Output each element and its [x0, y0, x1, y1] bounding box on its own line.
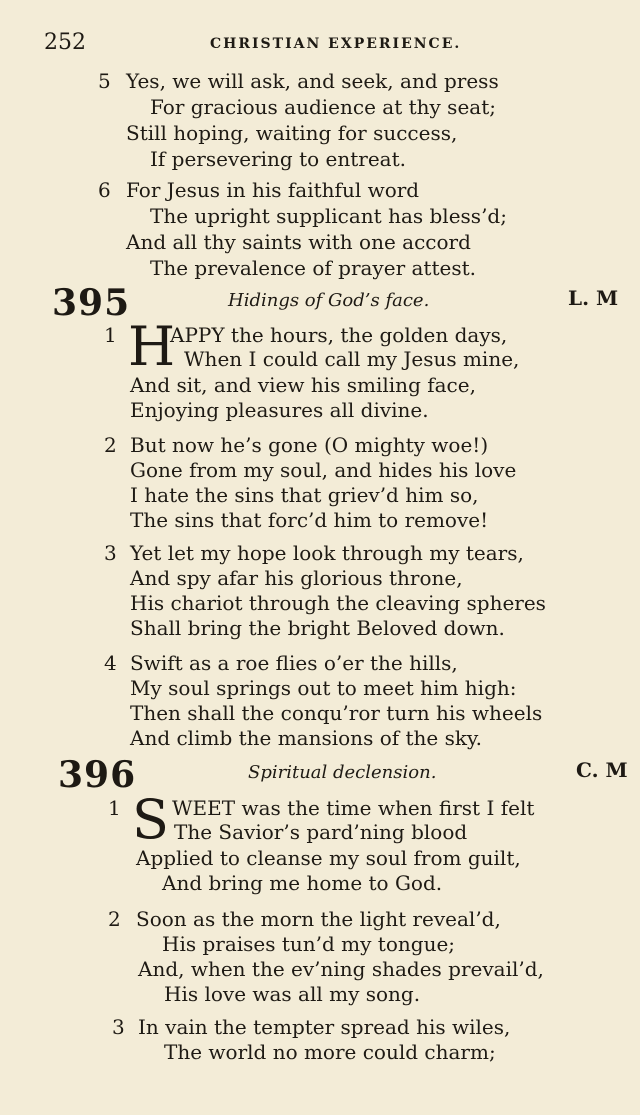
verse-line: His praises tun’d my tongue; [162, 932, 456, 956]
verse-line: And climb the mansions of the sky. [130, 726, 482, 750]
verse-line: His love was all my song. [164, 982, 421, 1006]
verse-line: The upright supplicant has bless’d; [150, 204, 507, 228]
verse-line: Shall bring the bright Beloved down. [130, 616, 505, 640]
stanza-number: 5 [98, 69, 111, 93]
verse-line: Yet let my hope look through my tears, [130, 541, 524, 565]
verse-line: And bring me home to God. [162, 871, 443, 895]
verse-line: And sit, and view his smiling face, [130, 373, 476, 397]
verse-line: Enjoying pleasures all divine. [130, 398, 429, 422]
verse-line: His chariot through the cleaving spheres [130, 591, 546, 615]
verse-line: Then shall the conqu’ror turn his wheels [130, 701, 543, 725]
verse-line: And, when the ev’ning shades prevail’d, [138, 957, 544, 981]
verse-line: The prevalence of prayer attest. [150, 256, 476, 280]
stanza-number: 2 [104, 433, 117, 457]
verse-line: Soon as the morn the light reveal’d, [136, 907, 501, 931]
verse-line: My soul springs out to meet him high: [130, 676, 517, 700]
page-header [44, 30, 604, 60]
verse-line: And all thy saints with one accord [126, 230, 471, 254]
verse-line: I hate the sins that griev’d him so, [130, 483, 479, 507]
drop-cap: S [132, 788, 169, 851]
stanza-number: 3 [104, 541, 117, 565]
hymn-meter: L. M [568, 286, 619, 310]
verse-line: The world no more could charm; [164, 1040, 496, 1064]
verse-line: And spy afar his glorious throne, [130, 566, 463, 590]
hymn-title: Hidings of God’s face. [228, 290, 430, 311]
stanza-number: 2 [108, 907, 121, 931]
hymn-title: Spiritual declension. [248, 762, 437, 783]
verse-line: Yes, we will ask, and seek, and press [126, 69, 499, 93]
verse-line: Gone from my soul, and hides his love [130, 458, 517, 482]
verse-line: APPY the hours, the golden days, [170, 323, 508, 347]
verse-line: When I could call my Jesus mine, [184, 347, 520, 371]
verse-line: The Savior’s pard’ning blood [174, 820, 468, 844]
stanza-number: 1 [108, 796, 121, 820]
verse-line: For Jesus in his faithful word [126, 178, 420, 202]
hymn-396-heading [0, 754, 640, 796]
stanza-number: 3 [112, 1015, 125, 1039]
hymn-number: 396 [58, 754, 137, 796]
verse-line: In vain the tempter spread his wiles, [138, 1015, 511, 1039]
verse-line: Swift as a roe flies o’er the hills, [130, 651, 458, 675]
verse-line: For gracious audience at thy seat; [150, 95, 496, 119]
verse-line: WEET was the time when first I felt [172, 796, 535, 820]
hymn-meter: C. M [576, 758, 628, 782]
hymn-number: 395 [52, 282, 131, 324]
hymn-395-heading [0, 282, 640, 324]
verse-line: Applied to cleanse my soul from guilt, [136, 846, 521, 870]
verse-line: The sins that forc’d him to remove! [130, 508, 489, 532]
verse-line: But now he’s gone (O mighty woe!) [130, 433, 489, 457]
drop-cap: H [128, 315, 176, 378]
verse-line: If persevering to entreat. [150, 147, 406, 171]
stanza-number: 6 [98, 178, 111, 202]
running-head: CHRISTIAN EXPERIENCE. [210, 36, 462, 52]
page-number: 252 [44, 30, 86, 55]
verse-line: Still hoping, waiting for success, [126, 121, 458, 145]
stanza-number: 1 [104, 323, 117, 347]
stanza-number: 4 [104, 651, 117, 675]
